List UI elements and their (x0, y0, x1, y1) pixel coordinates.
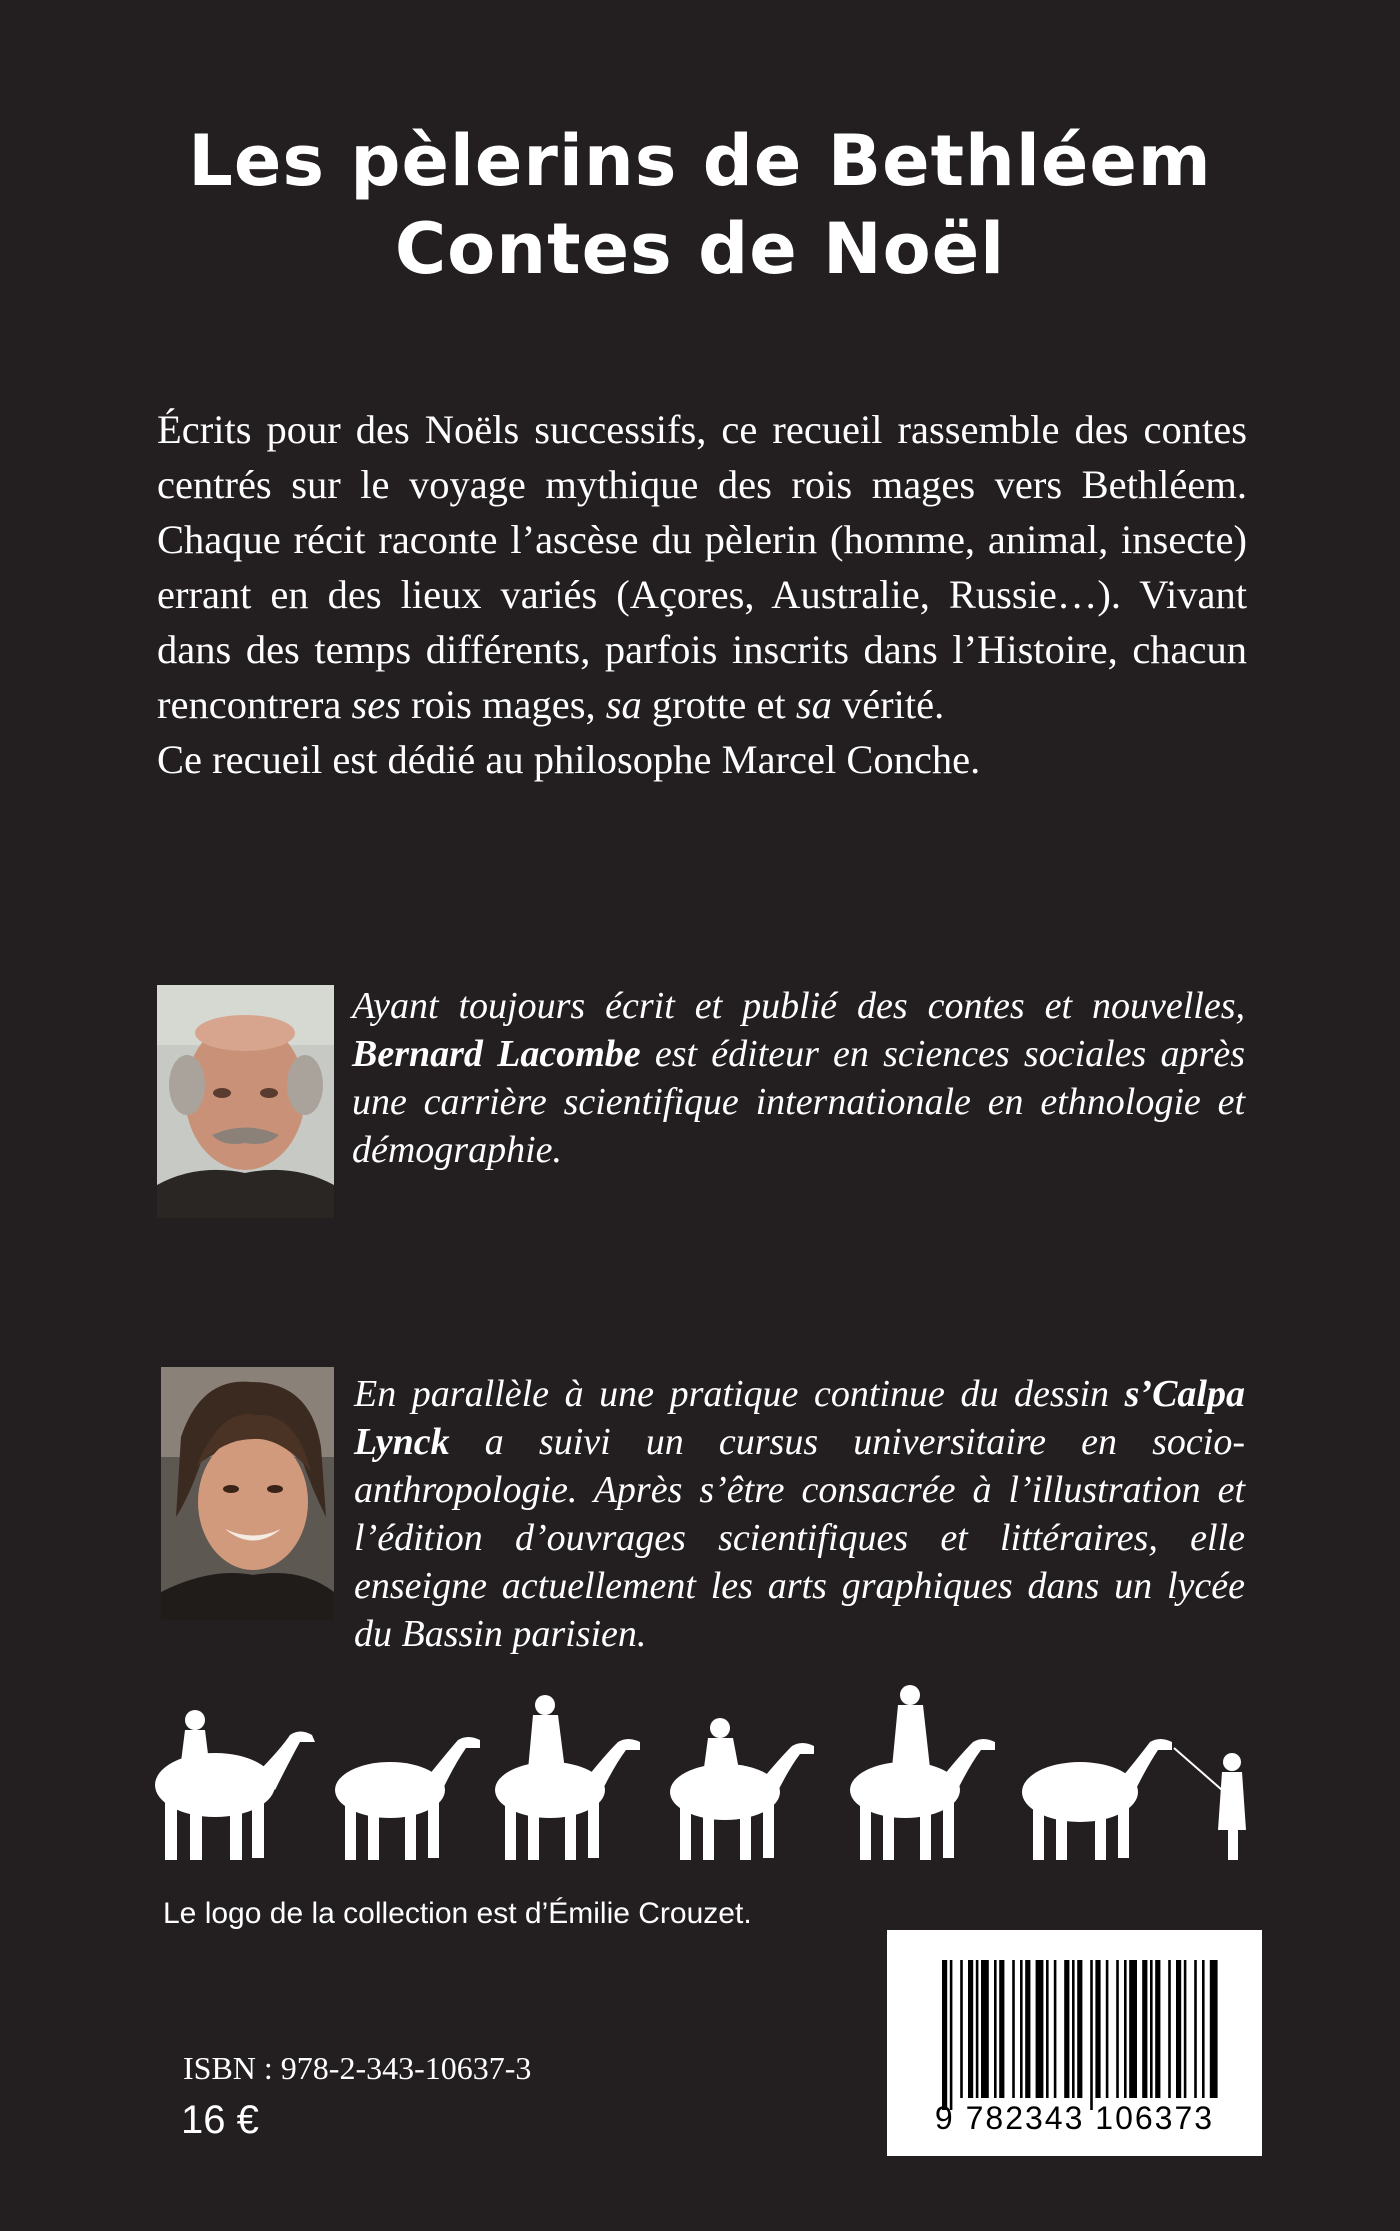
isbn: ISBN : 978-2-343-10637-3 (183, 2050, 532, 2086)
barcode-bar (1176, 1960, 1181, 2098)
barcode-bar (1020, 1960, 1023, 2098)
dedication: Ce recueil est dédié au philosophe Marcel Conche. (157, 737, 981, 782)
summary-paragraph: Écrits pour des Noëls successifs, ce recueil rassemble des contes centrés sur le voyage mythique des rois mages vers Bethléem. Chaque récit raconte l’ascèse du pèlerin (homme, animal, insecte) errant en des lieux variés (Açores, Australie, Russie…). Vivant dans des temps différents, parfois inscrits dans l’Histoire, chacun rencontrera ses rois mages, sa grotte et sa vérité. (157, 407, 1247, 727)
author1-bio: Ayant toujours écrit et publié des contes et nouvelles, Bernard Lacombe est éditeur en sciences sociales après une carrière scientifique internationale en ethnologie et démographie. (352, 985, 1245, 1171)
price: 16 € (181, 2098, 259, 2142)
barcode-bar (1194, 1960, 1197, 2098)
barcode-bar (1077, 1960, 1082, 2098)
barcode-bar (1150, 1960, 1153, 2098)
camel-icon (335, 1737, 480, 1860)
book-title: Les pèlerins de Bethléem (188, 120, 1212, 202)
author1-name: Bernard Lacombe (352, 1033, 641, 1075)
author2-portrait-image (161, 1367, 334, 1620)
walker-icon (1174, 1748, 1246, 1860)
camel-icon (670, 1718, 814, 1860)
camel-caravan-logo (140, 1680, 1260, 1870)
barcode-bar (1155, 1960, 1160, 2098)
barcode-bar (1106, 1960, 1109, 2098)
barcode-bar (1054, 1960, 1057, 2098)
barcode-bar (1129, 1960, 1137, 2098)
barcode-bar (1072, 1960, 1075, 2098)
barcode-bar (1025, 1960, 1030, 2098)
author2-bio: En parallèle à une pratique continue du dessin s’Calpa Lynck a suivi un cursus universitaire en socio-anthropologie. Après s’être consacrée à l’illustration et l’édition d’ouvrages scientifiques et littéraires, elle enseigne actuellement les arts graphiques dans un lycée du Bassin parisien. (354, 1373, 1245, 1655)
barcode-bar (981, 1960, 989, 2098)
author2-photo (161, 1367, 334, 1620)
camel-icon (495, 1695, 640, 1860)
barcode-bar (1142, 1960, 1147, 2098)
barcode-bar (1064, 1960, 1069, 2098)
barcode-bar (942, 1960, 947, 2110)
book-subtitle: Contes de Noël (394, 208, 1006, 290)
barcode-bar (1036, 1960, 1044, 2098)
barcode-bar (1095, 1960, 1100, 2098)
camel-icon (850, 1685, 995, 1860)
barcode-bar (1124, 1960, 1127, 2098)
barcode-bar (960, 1960, 963, 2098)
barcode-bar (976, 1960, 979, 2098)
book-summary (157, 402, 1247, 787)
barcode-bar (950, 1960, 953, 2110)
barcode-bar (1210, 1960, 1218, 2098)
barcode-bar (968, 1960, 973, 2098)
barcode-bar (1168, 1960, 1171, 2098)
barcode-bar (1184, 1960, 1187, 2098)
barcode-digits: 9 782343 106373 (934, 2100, 1215, 2136)
camel-icon (1022, 1739, 1172, 1860)
barcode-bar (1090, 1960, 1093, 2110)
barcode-bar (1046, 1960, 1049, 2098)
author1-photo (157, 985, 334, 1218)
barcode-bar (994, 1960, 997, 2098)
barcode-bar (999, 1960, 1004, 2098)
camel-icon (155, 1710, 315, 1860)
author2-name: s’Calpa Lynck (354, 1373, 1245, 1463)
barcode-bar (1012, 1960, 1015, 2098)
barcode-bar (1116, 1960, 1119, 2098)
logo-credit: Le logo de la collection est d’Émilie Crouzet. (163, 1897, 752, 1930)
barcode (887, 1930, 1262, 2156)
barcode-bar (1202, 1960, 1205, 2098)
author1-portrait-image (157, 985, 334, 1218)
